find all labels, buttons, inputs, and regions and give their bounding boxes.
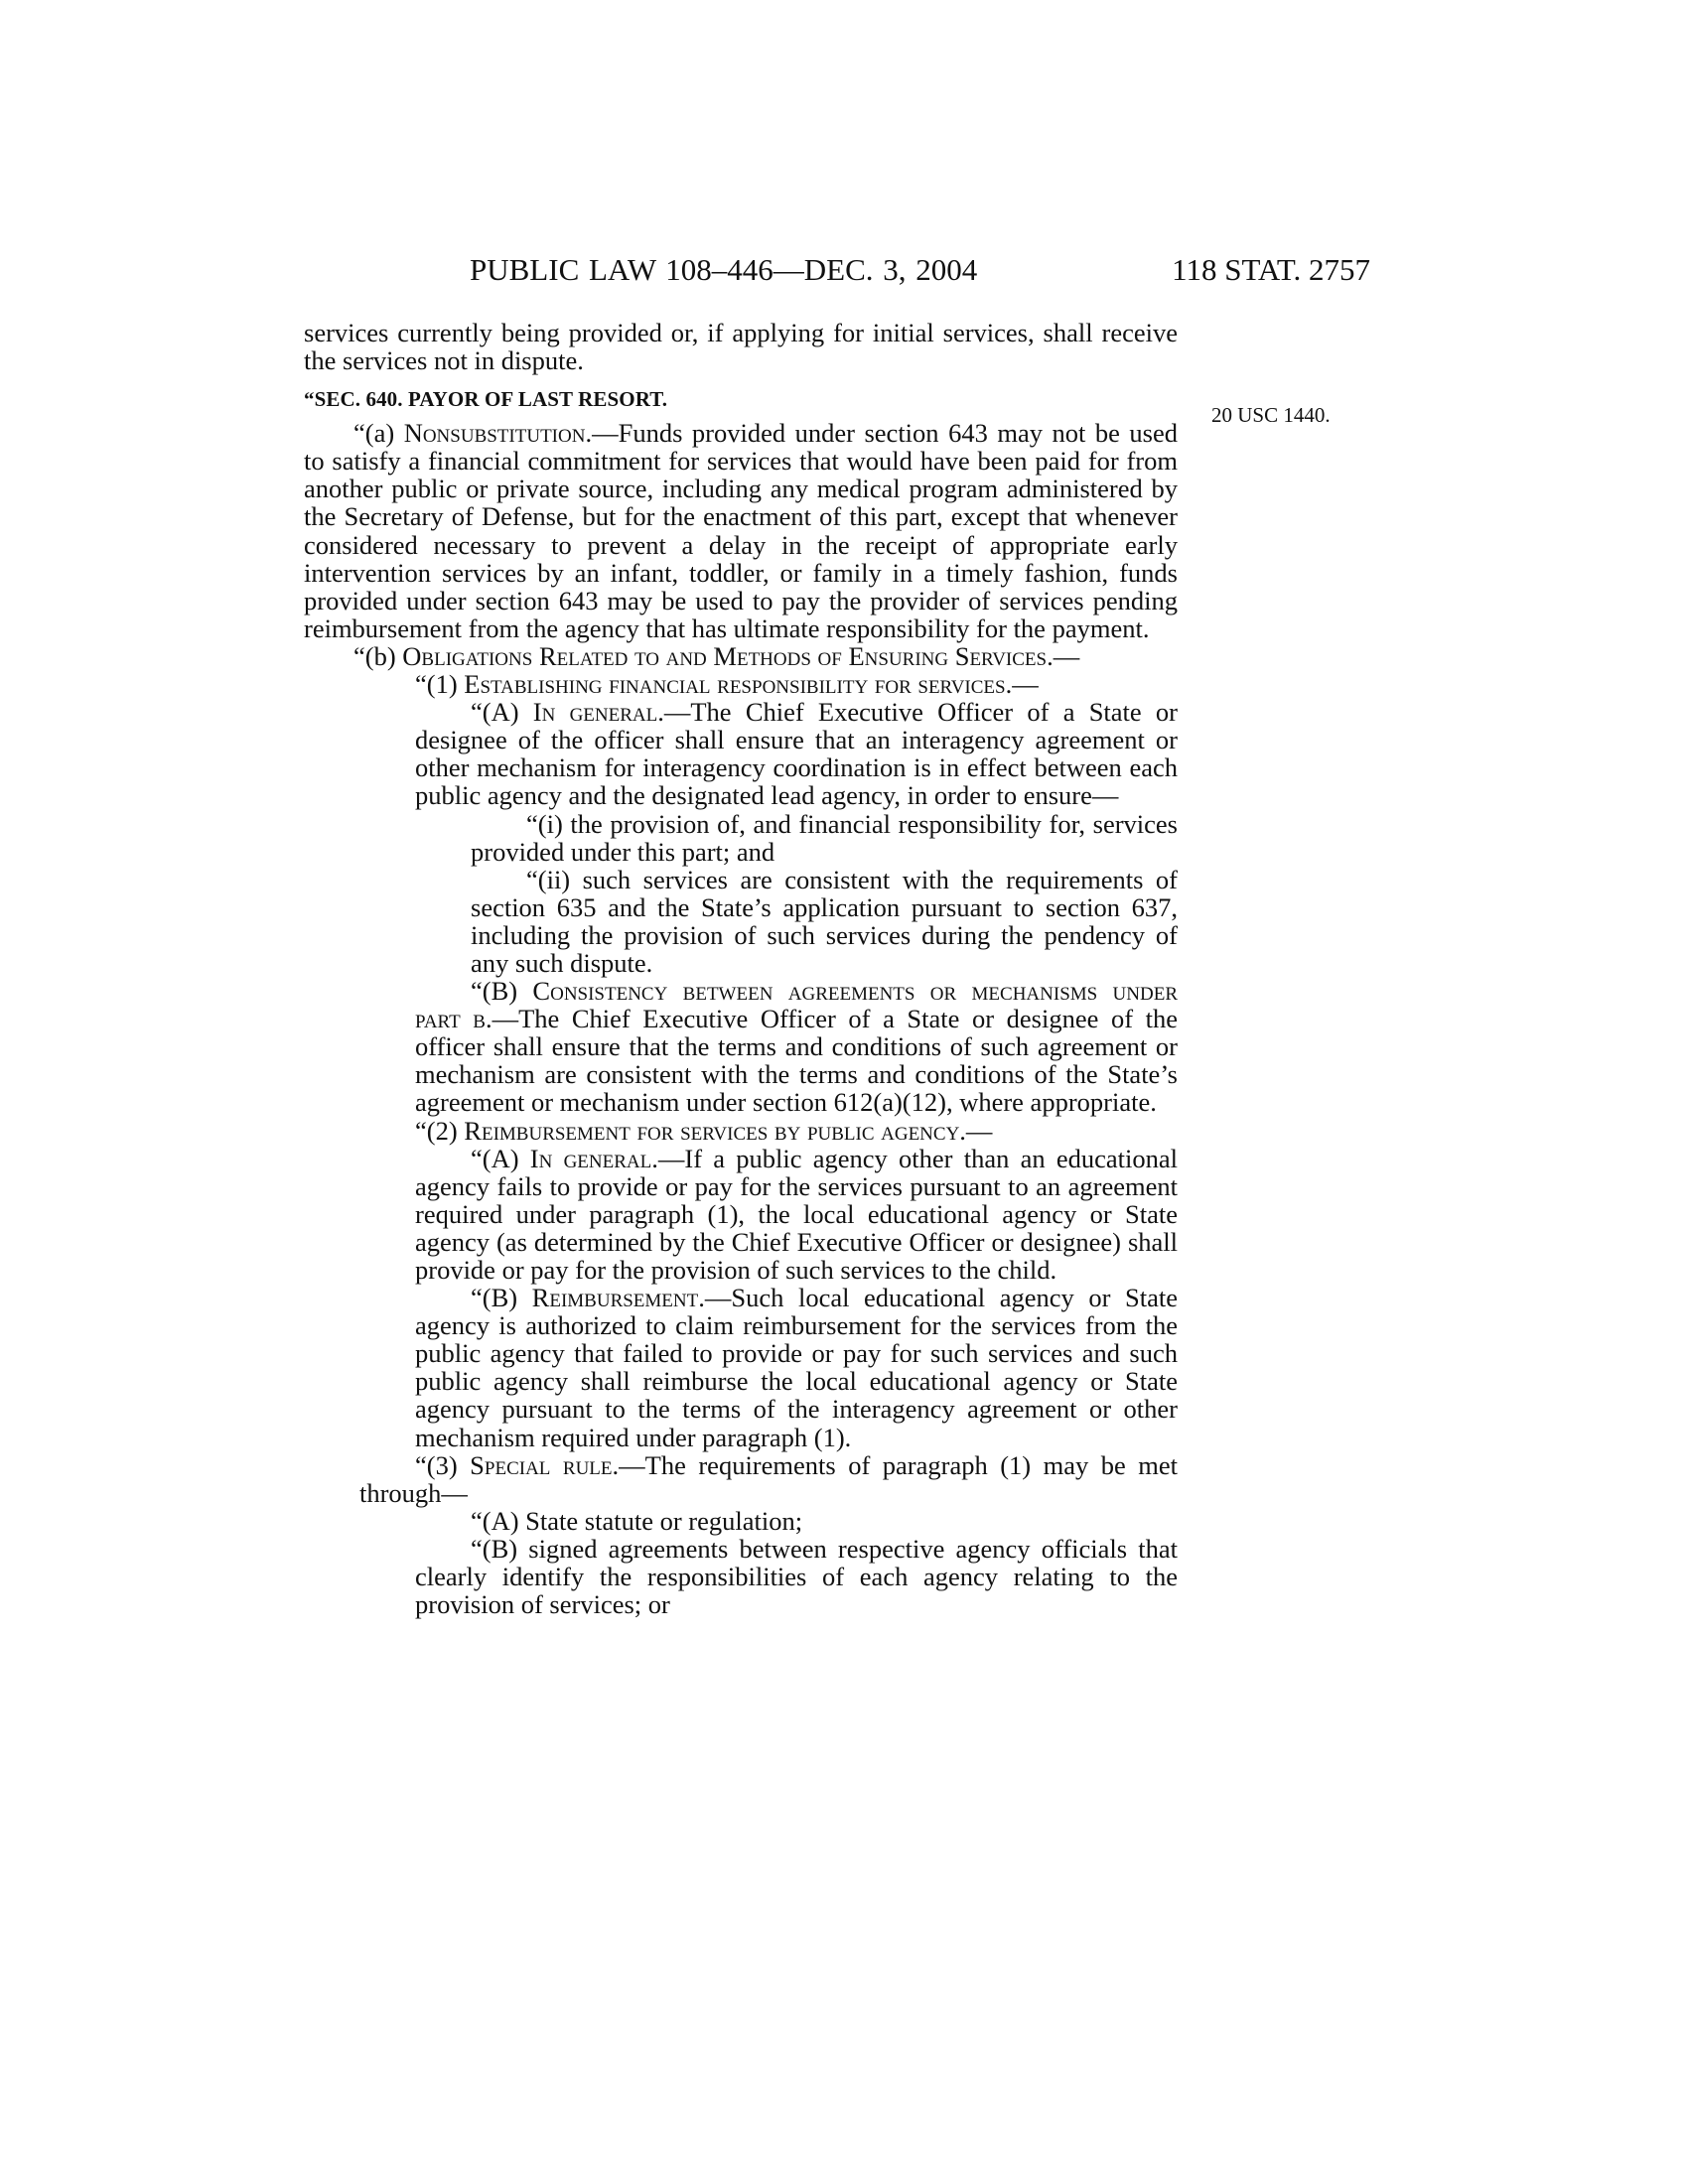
clause-b1Ai: “(i) the provision of, and financial responsibility for, services provided under this part; and — [471, 808, 1178, 867]
paragraph-b1-text: .— — [1005, 669, 1039, 700]
paragraph-b2B-label: “(B) — [471, 1283, 532, 1313]
paragraph-b1A — [415, 698, 1178, 809]
paragraph-b3A: “(A) State statute or regulation; — [471, 1505, 803, 1536]
paragraph-b1A-heading: In general — [532, 697, 658, 728]
clause-b1Aii: “(ii) such services are consistent with the requirements of section 635 and the State’s application pursuant to section 637, including the provision of such services during the pendency of any such dispute. — [471, 864, 1178, 978]
paragraph-b3-text: .—The requirements of paragraph (1) may be met through— — [359, 1449, 1178, 1508]
paragraph-b3-heading: Special rule — [470, 1449, 613, 1480]
marginal-note: 20 USC 1440. — [1211, 403, 1331, 427]
paragraph-b2B-heading: Reimbursement — [531, 1283, 699, 1313]
paragraph-b2A — [415, 1145, 1178, 1284]
paragraph-b1A-label: “(A) — [471, 697, 533, 728]
subsection-b-heading: Obligations Related to and Methods of Ensuring Services — [402, 640, 1048, 671]
paragraph-b2-label: “(2) — [415, 1115, 465, 1146]
paragraph-b1B-label: “(B) — [471, 976, 533, 1007]
paragraph-b2A-label: “(A) — [471, 1143, 530, 1173]
paragraph-b2B — [415, 1284, 1178, 1451]
subsection-b-text: .— — [1047, 640, 1080, 671]
page-number: 118 STAT. 2757 — [1172, 252, 1370, 287]
subsection-b-label: “(b) — [353, 640, 403, 671]
subsection-b — [304, 642, 1178, 670]
paragraph-b1-heading: Establishing financial responsibility for services — [464, 669, 1006, 700]
paragraph-b2-heading: Reimbursement for services by public agency — [464, 1115, 960, 1146]
subsection-a-heading: Nonsubstitution — [403, 418, 586, 449]
subsection-a-text: .—Funds provided under section 643 may not be used to satisfy a financial commitment for services that would have been paid for from another public or private source, including any medical program administered by the Secretary of Defense, but for the enactment of this part, except that whenever considered necessary to prevent a delay in the receipt of appropriate early intervention services by an infant, toddler, or family in a timely fashion, funds provided under section 643 may be used to pay the provider of services pending reimbursement from the agency that has ultimate responsibility for the payment. — [304, 418, 1178, 643]
section-heading: “SEC. 640. PAYOR OF LAST RESORT. — [304, 387, 668, 412]
subsection-a — [304, 419, 1178, 642]
paragraph-b1A-text: .—The Chief Executive Officer of a State or designee of the officer shall ensure that an interagency agreement or other mechanism for interagency coordination is in effect between each public agency and the designated lead agency, in order to ensure— — [415, 697, 1178, 811]
paragraph-b1B-heading: Consistency between agreements or mechanisms under part b — [415, 976, 1178, 1034]
paragraph-b2-text: .— — [959, 1115, 993, 1146]
paragraph-b1B-text: .—The Chief Executive Officer of a State or designee of the officer shall ensure that the terms and conditions of such agreement or mechanism are consistent with the terms and conditions of the State’s agreement or mechanism under section 612(a)(12), where appropriate. — [415, 1004, 1178, 1118]
statute-body — [304, 319, 1178, 1618]
paragraph-b2A-heading: In general — [529, 1143, 652, 1173]
paragraph-b1B — [415, 977, 1178, 1116]
paragraph-b3B: “(B) signed agreements between respective agency officials that clearly identify the responsibilities of each agency relating to the provision of services; or — [415, 1533, 1178, 1620]
paragraph-b3 — [359, 1451, 1178, 1507]
continuation-paragraph: services currently being provided or, if applying for initial services, shall receive the services not in dispute. — [304, 318, 1178, 376]
paragraph-b1-label: “(1) — [415, 669, 465, 700]
paragraph-b1 — [359, 670, 1178, 698]
running-header — [298, 250, 1370, 290]
header-title: PUBLIC LAW 108–446—DEC. 3, 2004 — [470, 252, 978, 287]
paragraph-b2B-text: .—Such local educational agency or State agency is authorized to claim reimbursement for the services from the public agency that failed to provide or pay for such services and such public agency shall reimburse the local educational agency or State agency pursuant to the terms of the interagency agreement or other mechanism required under paragraph (1). — [415, 1283, 1178, 1452]
paragraph-b3-label: “(3) — [415, 1449, 471, 1480]
paragraph-b2A-text: .—If a public agency other than an educational agency fails to provide or pay for the services pursuant to an agreement required under paragraph (1), the local educational agency or State agency (as determined by the Chief Executive Officer or designee) shall provide or pay for the provision of such services to the child. — [415, 1143, 1178, 1285]
paragraph-b2 — [359, 1117, 1178, 1145]
subsection-a-label: “(a) — [353, 418, 404, 449]
